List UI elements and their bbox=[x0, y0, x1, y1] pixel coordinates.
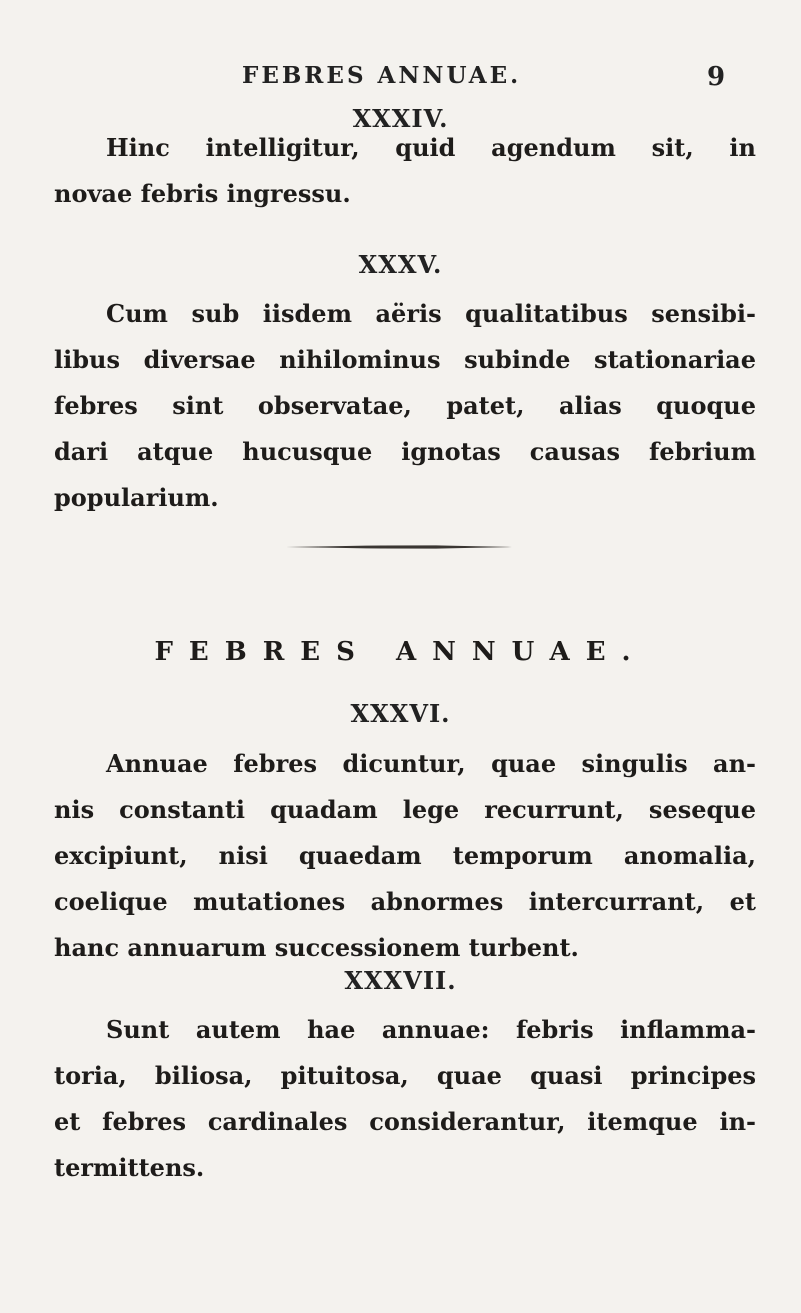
section-title: FEBRES ANNUAE. bbox=[154, 637, 647, 667]
running-head: FEBRES ANNUAE. bbox=[242, 62, 522, 89]
section-heading-xxxv: XXXV. bbox=[358, 250, 443, 279]
paragraph-line: nis constanti quadam lege recurrunt, seseque bbox=[54, 795, 756, 824]
paragraph-line: libus diversae nihilominus subinde stationariae bbox=[54, 345, 756, 374]
paragraph-xxxvii bbox=[54, 1007, 756, 1191]
paragraph-line: coelique mutationes abnormes intercurrant, et bbox=[54, 887, 756, 916]
paragraph-line: dari atque hucusque ignotas causas febrium bbox=[54, 437, 756, 466]
paragraph-line: febres sint observatae, patet, alias quoque bbox=[54, 391, 756, 420]
paragraph-line: novae febris ingressu. bbox=[54, 179, 351, 208]
paragraph-line: excipiunt, nisi quaedam temporum anomalia, bbox=[54, 841, 756, 870]
paragraph-line: et febres cardinales considerantur, itemque in- bbox=[54, 1107, 756, 1136]
decorative-rule bbox=[286, 545, 512, 549]
paragraph-line: Annuae febres dicuntur, quae singulis an- bbox=[106, 749, 756, 778]
page-number: 9 bbox=[707, 62, 726, 92]
section-heading-xxxiv: XXXIV. bbox=[352, 104, 449, 133]
paragraph-line: toria, biliosa, pituitosa, quae quasi principes bbox=[54, 1061, 756, 1090]
paragraph-xxxiv bbox=[54, 125, 756, 217]
paragraph-xxxvi bbox=[54, 741, 756, 971]
section-heading-xxxvii: XXXVII. bbox=[344, 966, 457, 995]
paragraph-line: Sunt autem hae annuae: febris inflamma- bbox=[106, 1015, 756, 1044]
paragraph-xxxv bbox=[54, 291, 756, 521]
paragraph-line: termittens. bbox=[54, 1153, 205, 1182]
paragraph-line: Hinc intelligitur, quid agendum sit, in bbox=[106, 133, 756, 162]
paragraph-line: Cum sub iisdem aëris qualitatibus sensibi- bbox=[106, 299, 756, 328]
paragraph-line: popularium. bbox=[54, 483, 219, 512]
paragraph-line: hanc annuarum successionem turbent. bbox=[54, 933, 579, 962]
section-heading-xxxvi: XXXVI. bbox=[350, 699, 451, 728]
